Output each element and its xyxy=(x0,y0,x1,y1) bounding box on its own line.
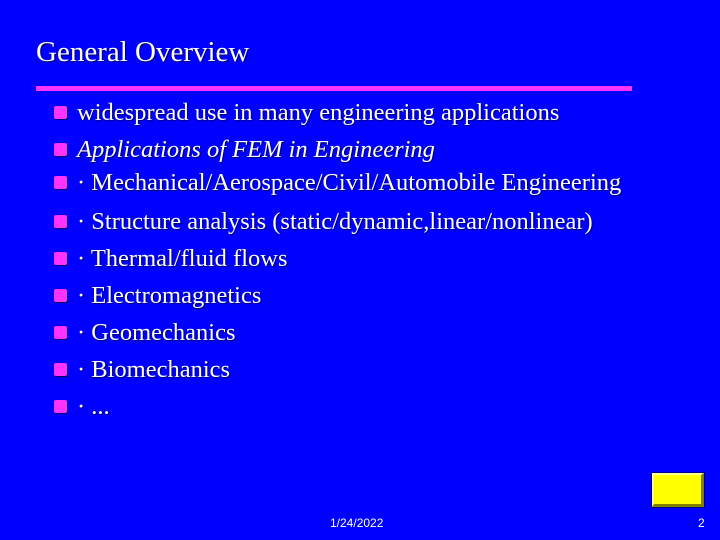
bullet-item xyxy=(54,351,694,388)
bullet-item xyxy=(54,94,694,131)
bullet-list xyxy=(54,94,694,425)
square-bullet-icon xyxy=(54,106,67,119)
footer-date: 1/24/2022 xyxy=(330,516,384,530)
bullet-text: · Thermal/fluid flows xyxy=(77,245,288,272)
next-slide-button[interactable] xyxy=(652,473,704,507)
bullet-item xyxy=(54,388,694,425)
title-underline xyxy=(36,86,632,91)
bullet-text: · Mechanical/Aerospace/Civil/Automobile Engineering xyxy=(77,169,622,196)
square-bullet-icon xyxy=(54,176,67,189)
square-bullet-icon xyxy=(54,252,67,265)
square-bullet-icon xyxy=(54,363,67,376)
bullet-item xyxy=(54,131,694,168)
bullet-text: · Electromagnetics xyxy=(77,282,262,309)
page-number: 2 xyxy=(698,516,705,530)
bullet-text: · Geomechanics xyxy=(77,319,236,346)
bullet-text: · Biomechanics xyxy=(77,356,231,383)
square-bullet-icon xyxy=(54,289,67,302)
bullet-item xyxy=(54,240,694,277)
bullet-item xyxy=(54,277,694,314)
bullet-text: · ... xyxy=(77,393,110,420)
square-bullet-icon xyxy=(54,143,67,156)
bullet-item xyxy=(54,203,694,240)
bullet-text: Applications of FEM in Engineering xyxy=(77,136,435,163)
square-bullet-icon xyxy=(54,215,67,228)
square-bullet-icon xyxy=(54,400,67,413)
bullet-text: widespread use in many engineering applications xyxy=(77,99,560,126)
square-bullet-icon xyxy=(54,326,67,339)
bullet-item xyxy=(54,314,694,351)
slide-title: General Overview xyxy=(36,36,250,68)
bullet-text: · Structure analysis (static/dynamic,linear/nonlinear) xyxy=(77,208,593,235)
bullet-item xyxy=(54,168,694,198)
